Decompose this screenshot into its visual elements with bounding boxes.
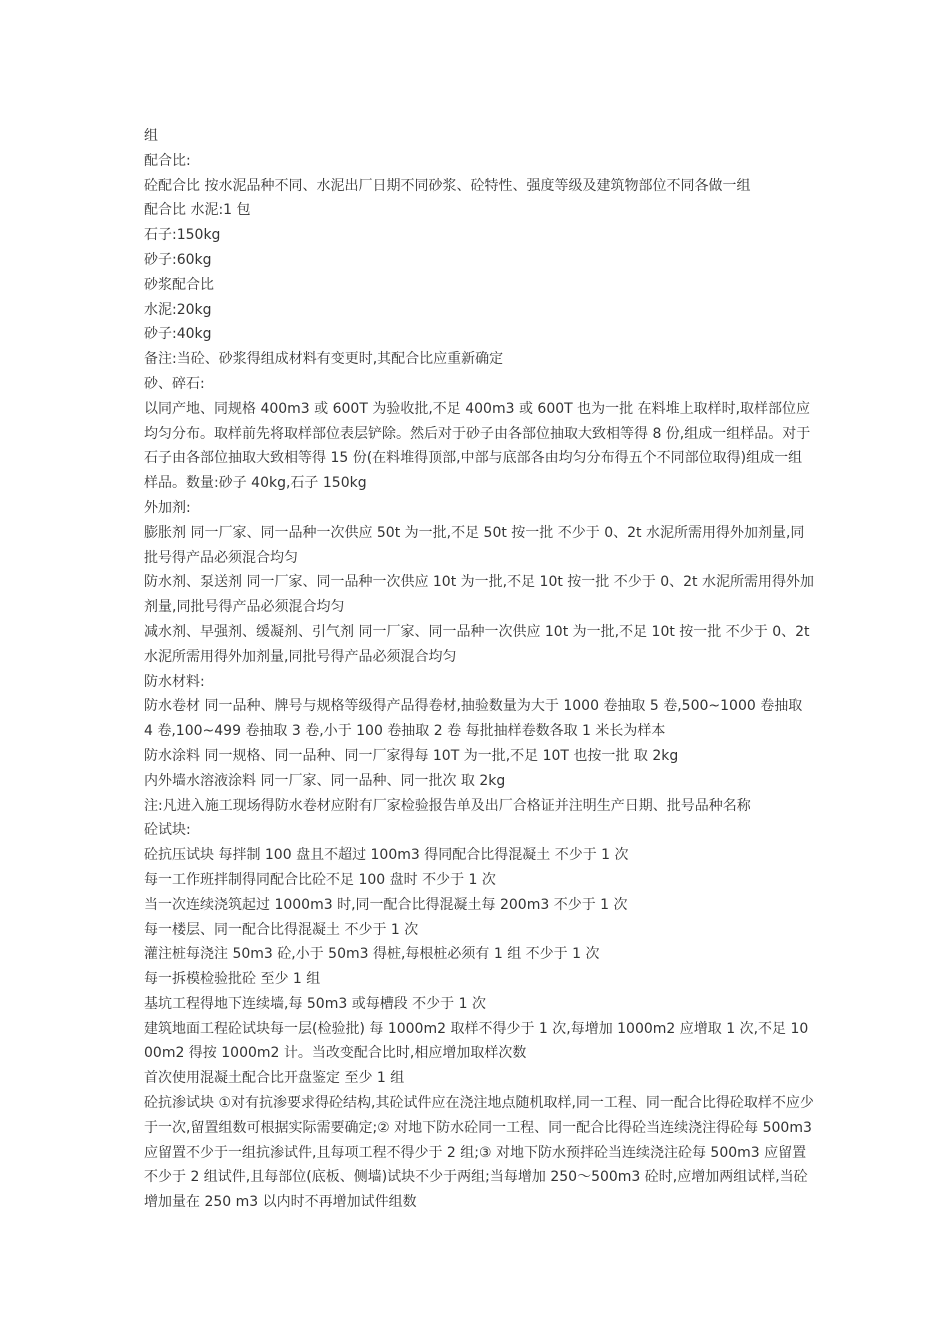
paragraph-expansion-agent: 膨胀剂 同一厂家、同一品种一次供应 50t 为一批,不足 50t 按一批 不少于 0、2t 水泥所需用得外加剂量,同批号得产品必须混合均匀 (144, 524, 805, 566)
heading-sand-gravel: 砂、碎石: (144, 375, 205, 392)
paragraph-group-tail: 组 (144, 128, 158, 144)
heading-mortar-mix-ratio: 砂浆配合比 (144, 276, 214, 293)
paragraph-wall-coating: 内外墙水溶液涂料 同一厂家、同一品种、同一批次 取 2kg (144, 772, 506, 789)
paragraph-mix-stone: 石子:150kg (144, 227, 221, 244)
paragraph-waterproof-membrane: 防水卷材 同一品种、牌号与规格等级得产品得卷材,抽验数量为大于 1000 卷抽取 5 卷,500~1000 卷抽取 4 卷,100~499 卷抽取 3 卷,小于 100 卷抽取 2 卷 每批抽样卷数各取 1 米长为样本 (144, 698, 803, 740)
paragraph-compression-specimen: 砼抗压试块 每拌制 100 盘且不超过 100m3 得同配合比得混凝土 不少于 1 次 (144, 847, 629, 864)
paragraph-mix-cement: 配合比 水泥:1 包 (144, 202, 251, 219)
paragraph-first-use-mix: 首次使用混凝土配合比开盘鉴定 至少 1 组 (144, 1070, 405, 1087)
paragraph-mortar-cement: 水泥:20kg (144, 301, 212, 318)
paragraph-diaphragm-wall: 基坑工程得地下连续墙,每 50m3 或每槽段 不少于 1 次 (144, 995, 486, 1012)
heading-admixture: 外加剂: (144, 499, 191, 516)
paragraph-mix-note: 备注:当砼、砂浆得组成材料有变更时,其配合比应重新确定 (144, 351, 504, 368)
paragraph-mortar-sand: 砂子:40kg (144, 326, 212, 343)
paragraph-floor-specimen: 建筑地面工程砼试块每一层(检验批) 每 1000m2 取样不得少于 1 次,每增加 1000m2 应增取 1 次,不足 1000m2 得按 1000m2 计。当改变配合比时,相应增加取样次数 (144, 1020, 809, 1062)
paragraph-work-shift: 每一工作班拌制得同配合比砼不足 100 盘时 不少于 1 次 (144, 871, 496, 888)
heading-mix-ratio: 配合比: (144, 152, 191, 169)
paragraph-water-reducing-agent: 减水剂、早强剂、缓凝剂、引气剂 同一厂家、同一品种一次供应 10t 为一批,不足 10t 按一批 不少于 0、2t 水泥所需用得外加剂量,同批号得产品必须混合均匀 (144, 623, 810, 665)
heading-waterproof-material: 防水材料: (144, 673, 205, 690)
paragraph-impermeability-specimen: 砼抗渗试块 ①对有抗渗要求得砼结构,其砼试件应在浇注地点随机取样,同一工程、同一配合比得砼取样不应少于一次,留置组数可根据实际需要确定;② 对地下防水砼同一工程、同一配合比得砼当连续浇注得砼每 500m3 应留置不少于一组抗渗试件,且每项工程不得少于 2 组;③ 对地下防水预拌砼当连续浇注砼每 500m3 应留置不少于 2 组试件,且每部位(底板、侧墙)试块不少于两组;当每增加 250～500m3 砼时,应增加两组试样,当砼增加量在 250 m3 以内时不再增加试件组数 (144, 1095, 814, 1211)
heading-concrete-specimen: 砼试块: (144, 822, 191, 839)
paragraph-waterproof-pumping-agent: 防水剂、泵送剂 同一厂家、同一品种一次供应 10t 为一批,不足 10t 按一批 不少于 0、2t 水泥所需用得外加剂量,同批号得产品必须混合均匀 (144, 574, 814, 616)
paragraph-waterproof-coating: 防水涂料 同一规格、同一品种、同一厂家得每 10T 为一批,不足 10T 也按一批 取 2kg (144, 747, 679, 764)
document-page (144, 124, 814, 1215)
paragraph-continuous-pour: 当一次连续浇筑起过 1000m3 时,同一配合比得混凝土每 200m3 不少于 1 次 (144, 896, 628, 913)
paragraph-cast-pile: 灌注桩每浇注 50m3 砼,小于 50m3 得桩,每根桩必须有 1 组 不少于 1 次 (144, 946, 600, 963)
paragraph-mix-sand: 砂子:60kg (144, 251, 212, 268)
paragraph-sand-gravel-sampling: 以同产地、同规格 400m3 或 600T 为验收批,不足 400m3 或 600T 也为一批 在料堆上取样时,取样部位应均匀分布。取样前先将取样部位表层铲除。然后对于砂子由各部位抽取大致相等得 8 份,组成一组样品。对于石子由各部位抽取大致相等得 15 份(在料堆得顶部,中部与底部各由均匀分布得五个不同部位取得)组成一组样品。数量:砂子 40kg,石子 150kg (144, 400, 811, 492)
paragraph-concrete-mix-ratio: 砼配合比 按水泥品种不同、水泥出厂日期不同砂浆、砼特性、强度等级及建筑物部位不同各做一组 (144, 177, 751, 194)
paragraph-waterproof-note: 注:凡进入施工现场得防水卷材应附有厂家检验报告单及出厂合格证并注明生产日期、批号品种名称 (144, 797, 751, 814)
paragraph-each-floor: 每一楼层、同一配合比得混凝土 不少于 1 次 (144, 921, 419, 938)
paragraph-formwork-removal: 每一拆模检验批砼 至少 1 组 (144, 971, 321, 988)
